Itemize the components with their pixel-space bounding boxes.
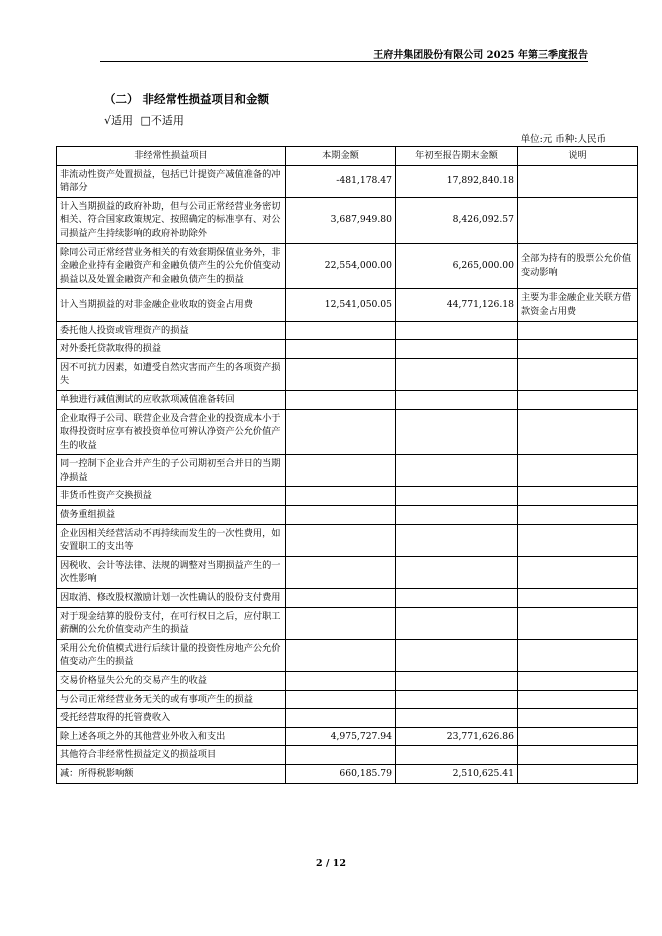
table-row	[57, 690, 638, 709]
row-ytd-amount	[396, 607, 518, 639]
row-ytd-amount	[396, 709, 518, 728]
row-current-amount: 4,975,727.94	[286, 727, 396, 746]
table-row	[57, 340, 638, 359]
row-item-label: 单独进行减值测试的应收款项减值准备转回	[57, 390, 286, 409]
row-current-amount	[286, 524, 396, 556]
row-note	[518, 455, 638, 487]
table-row	[57, 409, 638, 455]
row-current-amount	[286, 607, 396, 639]
row-ytd-amount	[396, 321, 518, 340]
unit-currency-note: 单位:元 币种:人民币	[520, 134, 606, 145]
col-header-item: 非经常性损益项目	[57, 147, 286, 166]
row-ytd-amount	[396, 487, 518, 506]
row-ytd-amount	[396, 409, 518, 455]
row-note	[518, 556, 638, 588]
row-ytd-amount	[396, 390, 518, 409]
table-row	[57, 589, 638, 608]
row-note	[518, 746, 638, 765]
row-current-amount	[286, 340, 396, 359]
row-note	[518, 690, 638, 709]
non-recurring-items-table	[56, 146, 638, 784]
table-row	[57, 709, 638, 728]
row-note	[518, 672, 638, 691]
row-current-amount: -481,178.47	[286, 165, 396, 197]
row-item-label: 计入当期损益的对非金融企业收取的资金占用费	[57, 289, 286, 321]
row-current-amount	[286, 690, 396, 709]
row-current-amount	[286, 390, 396, 409]
col-header-note: 说明	[518, 147, 638, 166]
row-current-amount	[286, 487, 396, 506]
row-note	[518, 321, 638, 340]
row-ytd-amount: 17,892,840.18	[396, 165, 518, 197]
row-current-amount	[286, 321, 396, 340]
row-item-label: 因税收、会计等法律、法规的调整对当期损益产生的一次性影响	[57, 556, 286, 588]
table-row	[57, 672, 638, 691]
row-item-label: 计入当期损益的政府补助，但与公司正常经营业务密切相关、符合国家政策规定、按照确定的标准享有、对公司损益产生持续影响的政府补助除外	[57, 197, 286, 243]
table-row	[57, 556, 638, 588]
row-ytd-amount	[396, 690, 518, 709]
row-note	[518, 764, 638, 783]
row-note	[518, 727, 638, 746]
row-item-label: 同一控制下企业合并产生的子公司期初至合并日的当期净损益	[57, 455, 286, 487]
row-current-amount	[286, 409, 396, 455]
page-number: 2 / 12	[316, 858, 346, 869]
applicable-checkbox: √适用	[104, 114, 134, 127]
row-note	[518, 607, 638, 639]
table-row	[57, 639, 638, 671]
table-row	[57, 487, 638, 506]
row-current-amount	[286, 556, 396, 588]
row-current-amount	[286, 589, 396, 608]
table-row	[57, 358, 638, 390]
table-row	[57, 727, 638, 746]
row-item-label: 与公司正常经营业务无关的或有事项产生的损益	[57, 690, 286, 709]
col-header-ytd: 年初至报告期末金额	[396, 147, 518, 166]
report-header: 王府井集团股份有限公司 2025 年第三季度报告	[373, 50, 588, 61]
row-current-amount	[286, 358, 396, 390]
table-row	[57, 165, 638, 197]
row-ytd-amount	[396, 589, 518, 608]
table-row	[57, 506, 638, 525]
row-item-label: 采用公允价值模式进行后续计量的投资性房地产公允价值变动产生的损益	[57, 639, 286, 671]
row-current-amount	[286, 506, 396, 525]
table-row	[57, 746, 638, 765]
table-row	[57, 243, 638, 289]
row-current-amount: 660,185.79	[286, 764, 396, 783]
row-item-label: 交易价格显失公允的交易产生的收益	[57, 672, 286, 691]
row-ytd-amount: 8,426,092.57	[396, 197, 518, 243]
row-ytd-amount	[396, 639, 518, 671]
row-note	[518, 589, 638, 608]
row-note	[518, 524, 638, 556]
row-note	[518, 197, 638, 243]
row-current-amount	[286, 672, 396, 691]
row-ytd-amount	[396, 672, 518, 691]
row-ytd-amount	[396, 506, 518, 525]
row-note	[518, 709, 638, 728]
table-row	[57, 764, 638, 783]
row-item-label: 对于现金结算的股份支付，在可行权日之后，应付职工薪酬的公允价值变动产生的损益	[57, 607, 286, 639]
row-note	[518, 487, 638, 506]
row-ytd-amount: 23,771,626.86	[396, 727, 518, 746]
row-current-amount	[286, 455, 396, 487]
row-item-label: 受托经营取得的托管费收入	[57, 709, 286, 728]
row-ytd-amount: 6,265,000.00	[396, 243, 518, 289]
row-ytd-amount	[396, 340, 518, 359]
row-note	[518, 506, 638, 525]
row-note	[518, 358, 638, 390]
row-current-amount: 12,541,050.05	[286, 289, 396, 321]
table-header-row	[57, 147, 638, 166]
row-ytd-amount	[396, 358, 518, 390]
row-current-amount	[286, 709, 396, 728]
row-item-label: 因取消、修改股权激励计划一次性确认的股份支付费用	[57, 589, 286, 608]
row-note	[518, 639, 638, 671]
row-current-amount: 22,554,000.00	[286, 243, 396, 289]
row-item-label: 其他符合非经常性损益定义的损益项目	[57, 746, 286, 765]
row-note	[518, 409, 638, 455]
row-item-label: 企业因相关经营活动不再持续而发生的一次性费用，如安置职工的支出等	[57, 524, 286, 556]
row-note: 全部为持有的股票公允价值变动影响	[518, 243, 638, 289]
col-header-current: 本期金额	[286, 147, 396, 166]
row-ytd-amount	[396, 524, 518, 556]
row-item-label: 企业取得子公司、联营企业及合营企业的投资成本小于取得投资时应享有被投资单位可辨认净资产公允价值产生的收益	[57, 409, 286, 455]
table-row	[57, 321, 638, 340]
row-item-label: 债务重组损益	[57, 506, 286, 525]
row-ytd-amount	[396, 746, 518, 765]
header-rule	[100, 61, 588, 62]
row-note: 主要为非金融企业关联方借款资金占用费	[518, 289, 638, 321]
row-item-label: 非货币性资产交换损益	[57, 487, 286, 506]
table-row	[57, 390, 638, 409]
table-row	[57, 289, 638, 321]
table-row	[57, 197, 638, 243]
row-current-amount	[286, 746, 396, 765]
row-ytd-amount	[396, 556, 518, 588]
row-item-label: 因不可抗力因素，如遭受自然灾害而产生的各项资产损失	[57, 358, 286, 390]
row-current-amount	[286, 639, 396, 671]
row-item-label: 减：所得税影响额	[57, 764, 286, 783]
row-note	[518, 390, 638, 409]
row-ytd-amount	[396, 455, 518, 487]
row-current-amount: 3,687,949.80	[286, 197, 396, 243]
row-item-label: 除上述各项之外的其他营业外收入和支出	[57, 727, 286, 746]
row-note	[518, 165, 638, 197]
row-item-label: 委托他人投资或管理资产的损益	[57, 321, 286, 340]
table-row	[57, 455, 638, 487]
row-item-label: 除同公司正常经营业务相关的有效套期保值业务外，非金融企业持有金融资产和金融负债产生的公允价值变动损益以及处置金融资产和金融负债产生的损益	[57, 243, 286, 289]
row-item-label: 对外委托贷款取得的损益	[57, 340, 286, 359]
row-note	[518, 340, 638, 359]
table-row	[57, 524, 638, 556]
not-applicable-checkbox: □不适用	[140, 114, 184, 127]
row-ytd-amount: 44,771,126.18	[396, 289, 518, 321]
table-row	[57, 607, 638, 639]
row-ytd-amount: 2,510,625.41	[396, 764, 518, 783]
row-item-label: 非流动性资产处置损益，包括已计提资产减值准备的冲销部分	[57, 165, 286, 197]
section-title: （二） 非经常性损益项目和金额	[104, 92, 270, 106]
applicability-line	[104, 112, 188, 128]
